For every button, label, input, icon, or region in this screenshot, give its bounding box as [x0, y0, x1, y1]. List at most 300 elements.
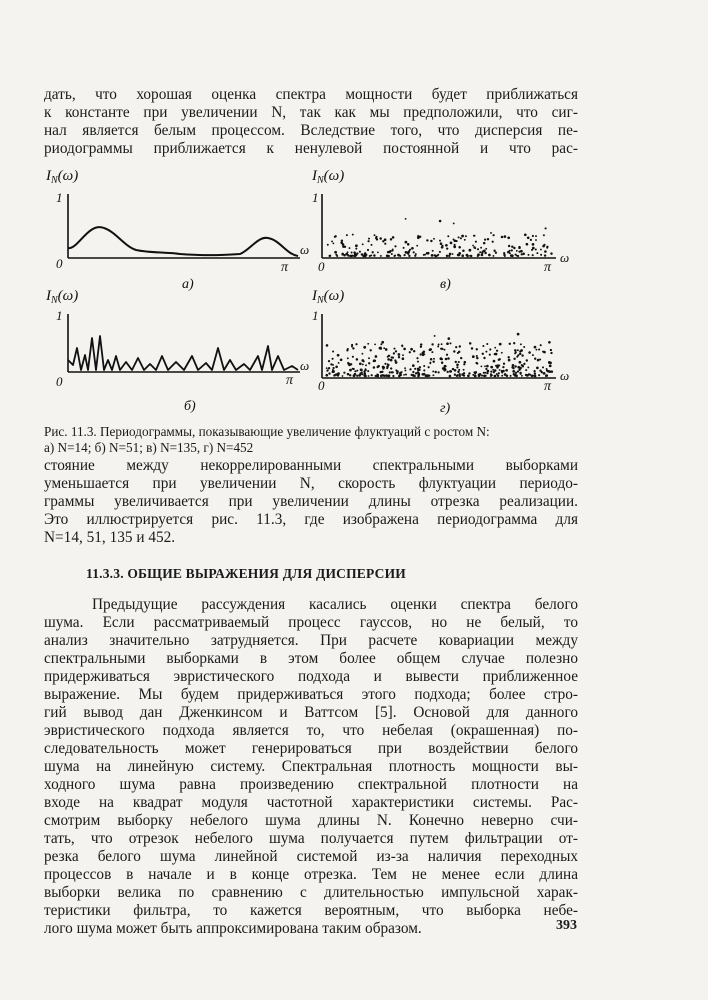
- data-point: [398, 254, 400, 256]
- data-point: [387, 358, 390, 361]
- data-point: [538, 374, 540, 376]
- data-point: [461, 254, 464, 257]
- data-point: [374, 343, 376, 345]
- data-point: [517, 333, 520, 336]
- text-line: анализ значительно затрудняется. При расчете ковариации между: [44, 632, 578, 649]
- data-point: [399, 372, 402, 375]
- data-point: [515, 372, 517, 374]
- data-point: [380, 346, 382, 348]
- data-point: [409, 368, 411, 370]
- data-point: [404, 369, 406, 371]
- data-point: [503, 254, 505, 256]
- data-point: [498, 372, 500, 374]
- data-point: [385, 374, 388, 377]
- data-point: [395, 350, 397, 352]
- data-point: [501, 371, 503, 373]
- data-point: [463, 369, 465, 371]
- text-line: спектральными выборками в этом более общем случае полезно: [44, 650, 578, 667]
- data-point: [417, 368, 420, 371]
- data-point: [496, 373, 498, 375]
- data-point: [373, 366, 376, 369]
- data-point: [519, 367, 522, 370]
- data-point: [441, 246, 444, 249]
- data-point: [483, 372, 485, 374]
- data-point: [536, 349, 538, 351]
- data-point: [484, 239, 486, 241]
- data-point: [384, 363, 386, 365]
- data-point: [432, 374, 434, 376]
- paragraph-middle: [44, 457, 578, 547]
- data-point: [469, 249, 472, 252]
- data-point: [446, 247, 448, 249]
- data-point: [540, 254, 542, 256]
- data-point: [328, 367, 330, 369]
- scatter-points: [325, 333, 553, 378]
- data-point: [457, 371, 459, 373]
- data-point: [479, 373, 481, 375]
- one-tick-label: 1: [312, 190, 319, 205]
- data-point: [517, 370, 519, 372]
- data-point: [520, 343, 522, 345]
- text-line: лого шума может быть аппроксимирована таким образом.: [44, 920, 422, 937]
- text-line: N=14, 51, 135 и 452.: [44, 529, 176, 546]
- data-point: [454, 239, 457, 242]
- data-point: [463, 363, 465, 365]
- data-point: [412, 371, 414, 373]
- data-point: [426, 252, 428, 254]
- data-point: [439, 251, 441, 253]
- text-line: ходного шума равна произведению спектральной плотности на: [44, 776, 578, 793]
- pi-label: π: [544, 260, 552, 275]
- data-point: [384, 243, 386, 245]
- data-point: [394, 245, 396, 247]
- data-point: [394, 359, 396, 361]
- data-point: [335, 254, 337, 256]
- data-point: [371, 244, 373, 246]
- scatter-points: [327, 218, 553, 257]
- data-point: [433, 238, 435, 240]
- data-point: [416, 245, 418, 247]
- data-point: [484, 365, 486, 367]
- text-line: процессов в начале и в конце отрезка. Тем не менее если длина: [44, 866, 578, 883]
- data-point: [414, 368, 416, 370]
- data-point: [330, 363, 332, 365]
- data-point: [368, 362, 370, 364]
- data-point: [531, 375, 534, 378]
- data-point: [548, 341, 551, 344]
- data-point: [368, 238, 370, 240]
- data-point: [514, 365, 516, 367]
- data-point: [354, 370, 356, 372]
- pi-label: π: [544, 379, 552, 394]
- data-point: [499, 369, 501, 371]
- data-point: [492, 255, 494, 257]
- data-point: [514, 374, 516, 376]
- data-point: [493, 360, 496, 363]
- data-point: [412, 364, 415, 367]
- data-point: [470, 255, 472, 257]
- data-point: [447, 357, 450, 360]
- data-point: [430, 240, 432, 242]
- data-point: [334, 251, 337, 254]
- data-point: [456, 363, 459, 366]
- data-point: [446, 354, 448, 356]
- data-point: [464, 361, 467, 364]
- data-point: [373, 254, 376, 257]
- data-point: [468, 372, 470, 374]
- data-point: [520, 349, 523, 352]
- data-point: [353, 251, 355, 253]
- data-point: [346, 349, 348, 351]
- data-point: [406, 251, 408, 253]
- data-point: [474, 247, 476, 249]
- data-point: [373, 359, 376, 362]
- data-point: [477, 248, 479, 250]
- data-point: [521, 253, 523, 255]
- data-point: [364, 253, 366, 255]
- data-point: [351, 252, 353, 254]
- data-point: [423, 351, 426, 354]
- data-point: [332, 242, 334, 244]
- text-line: риодограммы приближается к ненулевой постоянной и что рас-: [44, 140, 578, 157]
- text-line: граммы увеличивается при увеличении длины отрезка реализации.: [44, 493, 578, 510]
- data-point: [325, 374, 328, 377]
- one-tick-label: 1: [312, 308, 319, 323]
- data-point: [363, 346, 366, 349]
- data-point: [464, 239, 466, 241]
- data-point: [439, 220, 442, 223]
- data-point: [492, 241, 494, 243]
- data-point: [535, 235, 537, 237]
- data-point: [391, 356, 393, 358]
- data-point: [352, 368, 354, 370]
- data-point: [458, 236, 460, 238]
- data-point: [359, 372, 362, 375]
- data-point: [471, 347, 473, 349]
- data-point: [438, 371, 440, 373]
- panel-tag: а): [182, 277, 194, 292]
- data-point: [544, 254, 546, 256]
- text-line: следовательность может генерироваться при воздействии белого: [44, 740, 578, 757]
- data-point: [544, 250, 547, 253]
- data-point: [501, 375, 503, 377]
- data-point: [393, 255, 395, 257]
- data-point: [417, 235, 419, 237]
- data-point: [385, 348, 388, 351]
- data-point: [437, 346, 439, 348]
- data-point: [368, 375, 370, 377]
- data-point: [516, 356, 518, 358]
- panel-a: [45, 168, 309, 292]
- data-point: [519, 352, 522, 355]
- data-point: [492, 369, 494, 371]
- data-point: [409, 249, 411, 251]
- data-point: [496, 350, 498, 352]
- data-point: [449, 370, 452, 373]
- data-point: [508, 359, 511, 362]
- data-point: [523, 346, 525, 348]
- text-line: смотрим выборку небелого шума длины N. Конечно неверно счи-: [44, 812, 578, 829]
- data-point: [447, 235, 449, 237]
- panel-v: [311, 168, 569, 292]
- data-point: [403, 348, 406, 351]
- zero-label: 0: [56, 374, 63, 389]
- data-point: [530, 239, 532, 241]
- data-point: [513, 342, 515, 344]
- data-point: [403, 247, 405, 249]
- data-point: [440, 348, 442, 350]
- data-point: [522, 365, 524, 367]
- data-point: [461, 235, 464, 238]
- data-point: [542, 366, 544, 368]
- data-point: [375, 355, 378, 358]
- data-point: [518, 246, 520, 248]
- text-line: шума. Если рассматриваемый процесс гауссов, но не белый, то: [44, 614, 578, 631]
- data-point: [501, 236, 504, 239]
- data-point: [455, 346, 457, 348]
- data-point: [503, 363, 505, 365]
- data-point: [511, 254, 514, 257]
- data-point: [348, 363, 351, 366]
- data-point: [375, 236, 377, 238]
- data-point: [425, 374, 428, 377]
- data-point: [519, 372, 521, 374]
- data-point: [367, 343, 369, 345]
- data-point: [340, 358, 343, 361]
- data-point: [454, 369, 457, 372]
- data-point: [445, 244, 448, 247]
- text-line: резка белого шума линейной системой из-за наличия переходных: [44, 848, 578, 865]
- data-point: [367, 249, 369, 251]
- data-point: [431, 254, 434, 257]
- data-point: [362, 363, 364, 365]
- omega-label: ω: [300, 242, 310, 257]
- data-point: [377, 251, 379, 253]
- data-point: [361, 359, 364, 362]
- data-point: [487, 370, 490, 373]
- data-point: [550, 252, 552, 254]
- zero-label: 0: [318, 259, 325, 274]
- data-point: [523, 363, 525, 365]
- data-point: [537, 359, 540, 362]
- caption-line: Рис. 11.3. Периодограммы, показывающие увеличение флуктуаций с ростом N:: [44, 424, 490, 439]
- data-point: [392, 371, 394, 373]
- data-point: [405, 241, 408, 244]
- data-point: [391, 250, 393, 252]
- data-point: [342, 375, 344, 377]
- data-point: [476, 348, 478, 350]
- data-point: [495, 252, 497, 254]
- data-point: [540, 344, 542, 346]
- omega-label: ω: [560, 368, 570, 383]
- text-line: эвристического подхода является то, что небелая (окрашенная) по-: [44, 722, 578, 739]
- data-point: [340, 241, 343, 244]
- data-point: [532, 254, 534, 256]
- text-line: Предыдущие рассуждения касались оценки спектра белого: [92, 596, 578, 613]
- data-point: [505, 369, 508, 372]
- data-point: [335, 366, 338, 369]
- zero-label: 0: [318, 378, 325, 393]
- data-point: [396, 372, 398, 374]
- data-point: [549, 365, 552, 368]
- data-point: [538, 348, 540, 350]
- data-point: [494, 375, 496, 377]
- data-point: [467, 374, 470, 377]
- one-tick-label: 1: [56, 190, 63, 205]
- text-line: входе на квадрат модуля частотной характеристики системы. Рас-: [44, 794, 578, 811]
- data-point: [355, 248, 357, 250]
- data-point: [496, 366, 499, 369]
- data-point: [441, 343, 443, 345]
- data-point: [510, 375, 512, 377]
- data-point: [352, 234, 354, 236]
- data-point: [527, 366, 529, 368]
- data-point: [402, 354, 404, 356]
- data-point: [428, 366, 430, 368]
- data-point: [504, 235, 507, 238]
- data-point: [460, 237, 462, 239]
- data-point: [459, 345, 461, 347]
- data-point: [393, 352, 395, 354]
- data-point: [488, 254, 491, 257]
- data-point: [458, 361, 460, 363]
- data-point: [410, 348, 413, 351]
- data-point: [457, 352, 459, 354]
- data-point: [455, 361, 457, 363]
- data-point: [507, 356, 509, 358]
- data-point: [347, 357, 349, 359]
- text-line: придерживаться эвристического подхода и вывести приближенное: [44, 668, 578, 685]
- data-point: [431, 343, 433, 345]
- text-line: гий вывод дан Дженкинсом и Ваттсом [5]. Основой для данного: [44, 704, 578, 721]
- data-point: [374, 234, 376, 236]
- data-point: [355, 244, 358, 247]
- data-point: [543, 372, 546, 375]
- text-line: стояние между некоррелированными спектральными выборками: [44, 457, 578, 474]
- data-point: [413, 251, 415, 253]
- y-label: $I_N(\omega)$: [46, 288, 79, 306]
- data-point: [349, 374, 351, 376]
- data-point: [507, 251, 510, 254]
- data-point: [511, 249, 513, 251]
- data-point: [335, 235, 337, 237]
- data-point: [356, 358, 359, 361]
- data-point: [388, 355, 390, 357]
- data-point: [344, 246, 346, 248]
- data-point: [393, 348, 395, 350]
- data-point: [485, 248, 487, 250]
- data-point: [398, 353, 401, 356]
- data-point: [526, 359, 528, 361]
- data-point: [502, 366, 504, 368]
- data-point: [456, 366, 458, 368]
- data-point: [477, 253, 480, 256]
- data-point: [387, 364, 389, 366]
- data-point: [420, 353, 422, 355]
- data-point: [431, 351, 433, 353]
- data-point: [326, 367, 328, 369]
- data-point: [542, 351, 544, 353]
- data-point: [391, 253, 393, 255]
- data-point: [459, 373, 461, 375]
- data-point: [483, 357, 485, 359]
- data-point: [495, 353, 497, 355]
- data-point: [428, 375, 430, 377]
- data-point: [474, 375, 477, 378]
- data-point: [401, 345, 403, 347]
- data-point: [388, 251, 391, 254]
- data-point: [520, 250, 523, 253]
- data-point: [368, 357, 370, 359]
- data-point: [392, 375, 394, 377]
- data-point: [551, 370, 554, 373]
- data-point: [389, 371, 391, 373]
- paragraph-bottom: [44, 596, 578, 938]
- data-point: [422, 373, 424, 375]
- data-point: [398, 356, 400, 358]
- text-line: теристики фильтра, то кажется вероятным, что выборка небе-: [44, 902, 578, 919]
- data-point: [528, 254, 530, 256]
- data-point: [367, 240, 369, 242]
- data-point: [420, 346, 422, 348]
- data-point: [329, 255, 331, 257]
- data-point: [446, 255, 448, 257]
- data-point: [422, 353, 425, 356]
- page-number: 393: [556, 918, 577, 933]
- data-point: [416, 357, 418, 359]
- data-point: [377, 365, 379, 367]
- data-point: [462, 249, 465, 252]
- data-point: [532, 354, 534, 356]
- data-point: [473, 371, 475, 373]
- data-point: [423, 365, 425, 367]
- data-point: [444, 365, 447, 368]
- data-point: [447, 337, 450, 340]
- omega-label: ω: [300, 358, 310, 373]
- data-point: [429, 348, 432, 351]
- data-point: [392, 236, 395, 239]
- data-point: [463, 374, 465, 376]
- data-point: [331, 240, 333, 242]
- data-point: [526, 374, 529, 377]
- data-point: [349, 255, 351, 257]
- data-point: [413, 350, 415, 352]
- data-point: [418, 372, 420, 374]
- panel-tag: в): [440, 277, 451, 292]
- data-point: [482, 353, 484, 355]
- data-point: [359, 251, 361, 253]
- data-point: [525, 369, 527, 371]
- data-point: [539, 358, 541, 360]
- data-point: [440, 242, 443, 245]
- data-point: [521, 354, 523, 356]
- y-label: $I_N(\omega)$: [312, 168, 345, 186]
- data-point: [534, 346, 537, 349]
- data-point: [501, 352, 503, 354]
- data-point: [371, 374, 373, 376]
- data-point: [519, 361, 522, 364]
- data-point: [420, 343, 422, 345]
- data-point: [450, 242, 453, 245]
- data-point: [514, 349, 517, 352]
- data-point: [432, 360, 434, 362]
- data-point: [347, 373, 350, 376]
- data-point: [414, 255, 416, 257]
- panel-tag: г): [440, 401, 451, 416]
- data-point: [466, 255, 468, 257]
- data-point: [460, 357, 462, 359]
- data-point: [476, 363, 478, 365]
